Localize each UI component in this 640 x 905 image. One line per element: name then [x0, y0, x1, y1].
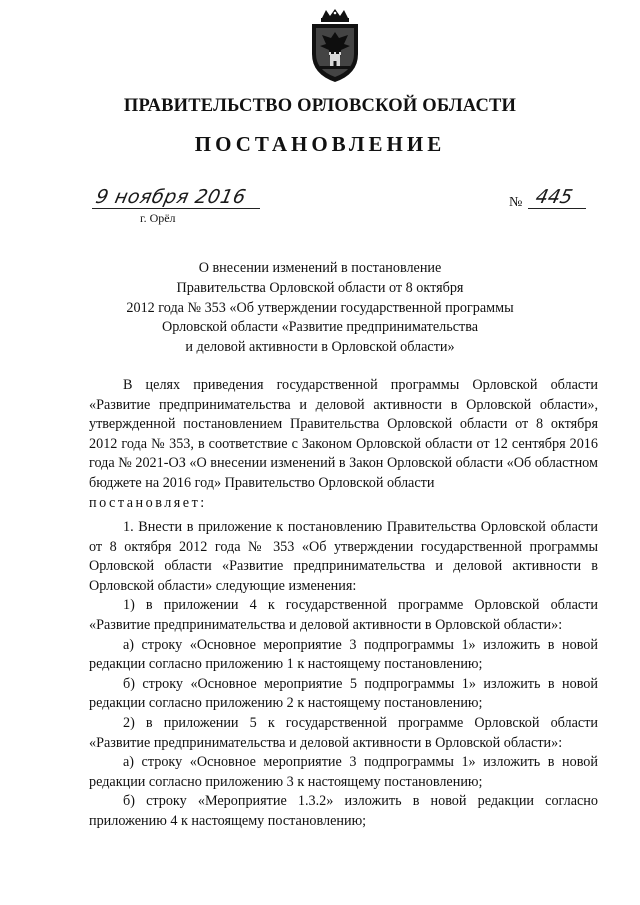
- subject-line: Правительства Орловской области от 8 октября: [176, 279, 464, 296]
- number-label: №: [509, 195, 523, 210]
- subject-line: 2012 года № 353 «Об утверждении государственной программы: [126, 299, 514, 316]
- resolution-items: [89, 518, 598, 832]
- date-underline: [92, 208, 260, 209]
- handwritten-number: 445: [533, 186, 575, 208]
- item-paragraph: 1. Внести в приложение к постановлению Правительства Орловской области от 8 октября 2012 года № 353 «Об утверждении государственной программы Орловской области «Развитие предпринимательства и деловой активности в Орловской области» следующие изменения:: [89, 519, 598, 594]
- government-title: ПРАВИТЕЛЬСТВО ОРЛОВСКОЙ ОБЛАСТИ: [123, 96, 517, 116]
- document-subject: [100, 259, 540, 358]
- number-underline: [528, 208, 586, 209]
- subject-line: Орловской области «Развитие предпринимательства: [161, 319, 479, 336]
- coat-of-arms-icon: [306, 8, 364, 84]
- item-paragraph: а) строку «Основное мероприятие 3 подпрограммы 1» изложить в новой редакции согласно приложению 3 к настоящему постановлению;: [89, 754, 598, 790]
- item-paragraph: а) строку «Основное мероприятие 3 подпрограммы 1» изложить в новой редакции согласно приложению 1 к настоящему постановлению;: [89, 636, 598, 673]
- subject-line: и деловой активности в Орловской области»: [185, 339, 455, 356]
- preamble-paragraph: В целях приведения государственной программы Орловской области «Развитие предпринимательства и деловой активности в Орловской области», утвержденной постановлением Правительства Орловской области от 8 октября 2012 года № 353, в соответствие с Законом Орловской области от 12 сентября 2016 года № 2021-ОЗ «О внесении изменений в Закон Орловской области «Об областном бюджете на 2016 год» Правительство Орловской области: [89, 377, 598, 491]
- item-paragraph: б) строку «Мероприятие 1.3.2» изложить в новой редакции согласно приложению 4 к настоящему постановлению;: [89, 793, 598, 829]
- resolves-word: постановляет:: [89, 494, 207, 511]
- preamble: [89, 376, 598, 513]
- item-paragraph: б) строку «Основное мероприятие 5 подпрограммы 1» изложить в новой редакции согласно приложению 2 к настоящему постановлению;: [89, 675, 598, 712]
- item-paragraph: 1) в приложении 4 к государственной программе Орловской области «Развитие предпринимательства и деловой активности в Орловской области»:: [89, 597, 598, 633]
- subject-line: О внесении изменений в постановление: [198, 260, 442, 276]
- city-label: г. Орёл: [140, 211, 176, 225]
- handwritten-date: 9 ноября 2016: [93, 186, 249, 208]
- item-paragraph: 2) в приложении 5 к государственной программе Орловской области «Развитие предпринимательства и деловой активности в Орловской области»:: [89, 714, 598, 751]
- document-type-title: ПОСТАНОВЛЕНИЕ: [194, 132, 446, 156]
